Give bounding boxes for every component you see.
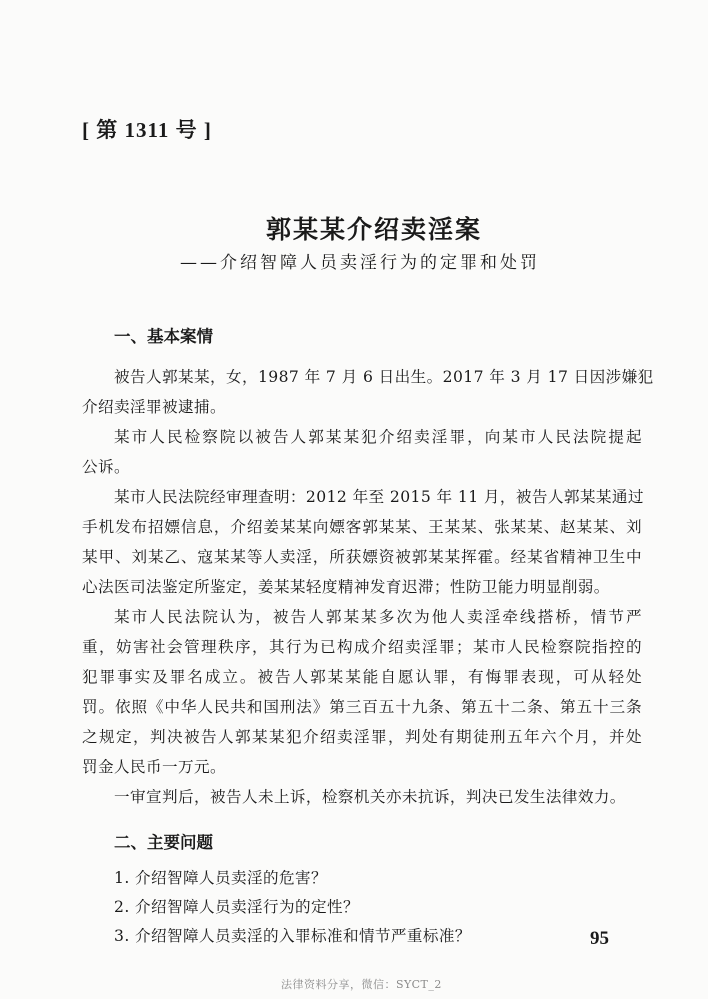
paragraph-line: 某市人民法院认为，被告人郭某某多次为他人卖淫牵线搭桥，情节严: [114, 608, 642, 626]
section-heading-basic-facts: 一、基本案情: [114, 327, 213, 346]
paragraph-court-findings: [82, 482, 642, 602]
case-subtitle: ——介绍智障人员卖淫行为的定罪和处罚: [180, 253, 540, 273]
watermark: 法律资料分享，微信：SYCT_2: [281, 978, 442, 991]
issue-item: 3. 介绍智障人员卖淫的入罪标准和情节严重标准？: [114, 927, 471, 945]
paragraph-line: 重，妨害社会管理秩序，其行为已构成介绍卖淫罪；某市人民检察院指控的: [82, 638, 642, 656]
paragraph-line: 之规定，判决被告人郭某某犯介绍卖淫罪，判处有期徒刑五年六个月，并处: [82, 728, 642, 746]
paragraph-line: 一审宣判后，被告人未上诉，检察机关亦未抗诉，判决已发生法律效力。: [114, 788, 626, 806]
paragraph-line: 介绍卖淫罪被逮捕。: [82, 398, 226, 416]
paragraph-line: 手机发布招嫖信息，介绍姜某某向嫖客郭某某、王某某、张某某、赵某某、刘: [82, 518, 642, 536]
section-heading-main-issues: 二、主要问题: [114, 833, 213, 852]
paragraph-court-judgment: [82, 602, 642, 782]
case-title: 郭某某介绍卖淫案: [265, 215, 482, 244]
paragraph-line: 某市人民检察院以被告人郭某某犯介绍卖淫罪，向某市人民法院提起: [114, 428, 642, 446]
paragraph-verdict-effective: [82, 782, 642, 812]
paragraph-line: 犯罪事实及罪名成立。被告人郭某某能自愿认罪，有悔罪表现，可从轻处: [82, 668, 642, 686]
paragraph-line: 公诉。: [82, 458, 130, 476]
case-number: [ 第 1311 号 ]: [82, 118, 212, 142]
paragraph-prosecution: [82, 422, 642, 482]
issue-item: 1. 介绍智障人员卖淫的危害？: [114, 869, 327, 887]
paragraph-line: 罚。依照《中华人民共和国刑法》第三百五十九条、第五十二条、第五十三条: [82, 698, 642, 716]
paragraph-line: 被告人郭某某，女，1987 年 7 月 6 日出生。2017 年 3 月 17 日因涉嫌犯: [114, 368, 654, 386]
page-number: 95: [590, 928, 609, 949]
issue-item: 2. 介绍智障人员卖淫行为的定性？: [114, 898, 359, 916]
paragraph-line: 罚金人民币一万元。: [82, 758, 226, 776]
paragraph-defendant-info: [82, 362, 654, 422]
paragraph-line: 某市人民法院经审理查明：2012 年至 2015 年 11 月，被告人郭某某通过: [114, 488, 644, 506]
paragraph-line: 心法医司法鉴定所鉴定，姜某某轻度精神发育迟滞；性防卫能力明显削弱。: [82, 578, 610, 596]
paragraph-line: 某甲、刘某乙、寇某某等人卖淫，所获嫖资被郭某某挥霍。经某省精神卫生中: [82, 548, 642, 566]
